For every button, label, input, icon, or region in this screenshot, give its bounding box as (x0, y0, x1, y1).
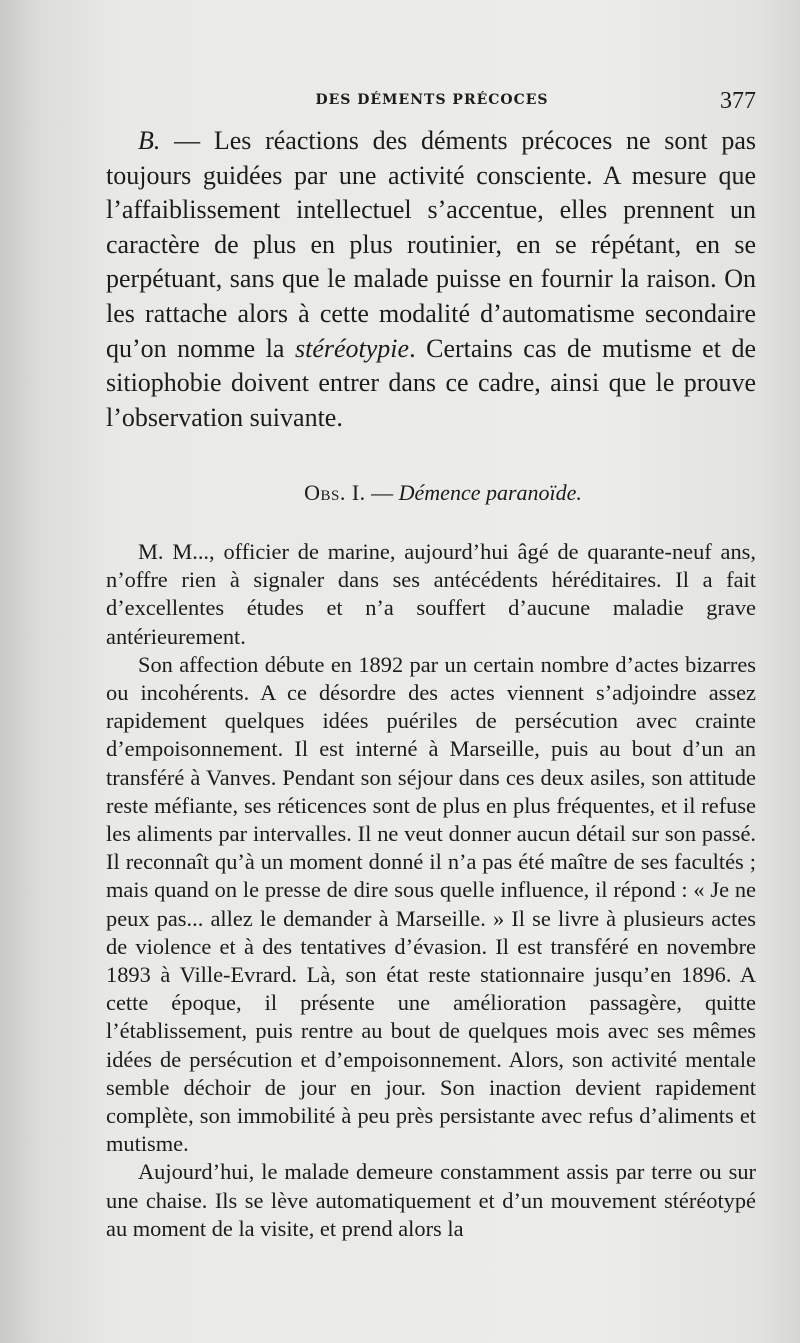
observation-paragraph-1: M. M..., officier de marine, aujourd’hui âgé de quarante-neuf ans, n’offre rien à signaler dans ses antécédents héréditaires. Il a fait d’excellentes études et n’a souffert d’aucune maladie grave antérieurement. (106, 539, 756, 649)
section-b-term: stéréotypie (295, 333, 410, 363)
running-title: DES DÉMENTS PRÉCOCES (315, 92, 549, 108)
section-b-text-2: . Certains cas de mutisme et de sitiophobie doivent entrer dans ce cadre, ainsi que le prouve l’observation suivante. (106, 333, 756, 432)
observation-title: Démence paranoïde. (398, 480, 582, 505)
section-b-paragraph (106, 124, 756, 435)
running-head (108, 88, 756, 116)
section-b-text-1: — Les réactions des déments précoces ne sont pas toujours guidées par une activité consciente. A mesure que l’affaiblissement intellectuel s’accentue, elles prennent un caractère de plus en plus routinier, en se répétant, en se perpétuant, sans que le malade puisse en fournir la raison. On les rattache alors à cette modalité d’automatisme secondaire qu’on nomme la (106, 126, 756, 363)
observation-dash: — (365, 480, 399, 505)
observation-body (106, 538, 756, 1243)
page-number: 377 (720, 88, 756, 114)
section-b (106, 124, 756, 435)
section-b-label: B. (138, 126, 161, 155)
observation-paragraph-2: Son affection débute en 1892 par un certain nombre d’actes bizarres ou incohérents. A ce désordre des actes viennent s’adjoindre assez rapidement quelques idées puériles de persécution avec crainte d’empoisonnement. Il est interné à Marseille, puis au bout d’un an transféré à Vanves. Pendant son séjour dans ces deux asiles, son attitude reste méfiante, ses réticences sont de plus en plus fréquentes, et il refuse les aliments par intervalles. Il ne veut donner aucun détail sur son passé. Il reconnaît qu’à un moment donné il n’a pas été maître de ses facultés ; mais quand on le presse de dire sous quelle influence, il répond : « Je ne peux pas... allez le demander à Marseille. » Il se livre à plusieurs actes de violence et à des tentatives d’évasion. Il est transféré en novembre 1893 à Ville-Evrard. Là, son état reste stationnaire jusqu’en 1896. A cette époque, il présente une amélioration passagère, quitte l’établissement, puis rentre au bout de quelques mois avec ses mêmes idées de persécution et d’empoisonnement. Alors, son activité mentale semble déchoir de jour en jour. Son inaction devient rapidement complète, son immobilité à peu près persistante avec refus d’aliments et mutisme. (106, 651, 756, 1157)
observation-label: Obs. I. (304, 480, 366, 505)
observation-heading (106, 480, 756, 506)
observation-paragraph-3: Aujourd’hui, le malade demeure constamment assis par terre ou sur une chaise. Ils se lève automatiquement et d’un mouvement stéréotypé au moment de la visite, et prend alors la (106, 1159, 756, 1241)
